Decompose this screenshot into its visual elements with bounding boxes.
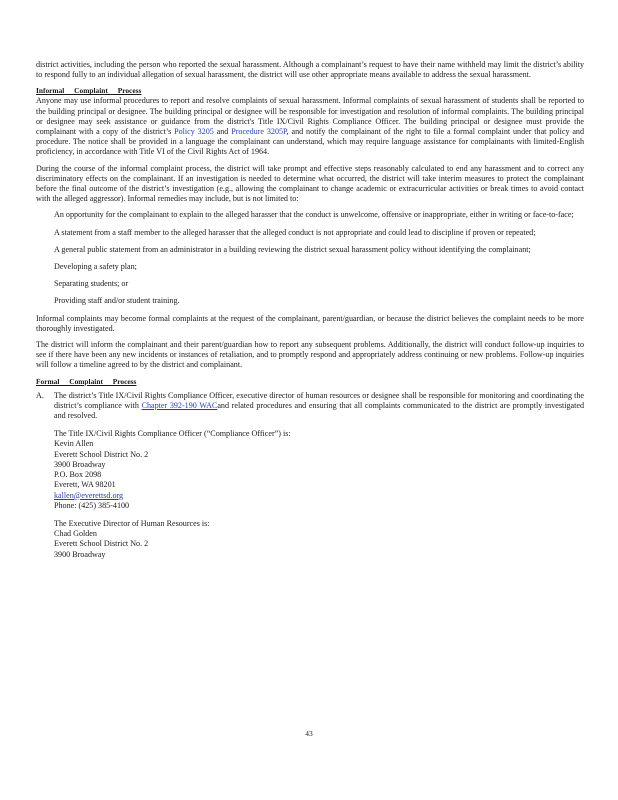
compliance-officer-intro: The Title IX/Civil Rights Compliance Officer (“Compliance Officer”) is: xyxy=(54,429,291,439)
chapter-392-190-wac-link[interactable]: Chapter 392-190 WAC xyxy=(141,400,218,410)
hr-director-street: 3900 Broadway xyxy=(54,549,106,559)
compliance-officer-contact xyxy=(54,429,584,559)
item-a-text-end: and related procedures and ensuring that all complaints communicated to the district are promptly investigated and resolved. xyxy=(54,400,585,421)
list-item-text: Developing a safety plan; xyxy=(54,262,137,272)
list-item xyxy=(36,228,584,238)
informal-complaint-heading: Informal Complaint Process xyxy=(36,86,142,96)
list-item xyxy=(36,210,584,220)
hr-director-intro: The Executive Director of Human Resources is: xyxy=(54,518,210,528)
list-item xyxy=(36,279,584,289)
hr-director-org: Everett School District No. 2 xyxy=(54,539,149,549)
compliance-officer-email-link[interactable]: kallen@everettsd.org xyxy=(54,490,124,500)
list-item-text: Providing staff and/or student training. xyxy=(54,296,180,306)
informal-paragraph-2: During the course of the informal complaint process, the district will take prompt and effective steps reasonably calculated to end any harassment and to correct any discriminatory effects on the complainant. If an investigation is needed to determine what occurred, the district will take interim measures to protect the complainant before the final outcome of the district’s investigation (e.g., allowing the complainant to change academic or extracurricular activities or break times to avoid contact with the alleged aggressor). Informal remedies may include, but is not limited to: xyxy=(36,163,584,204)
item-a-marker: A. xyxy=(36,390,44,400)
formal-item-a xyxy=(36,391,584,422)
list-item xyxy=(36,296,584,306)
compliance-officer-phone: Phone: (425) 385-4100 xyxy=(54,500,130,510)
informal-remedies-list xyxy=(36,210,584,306)
compliance-officer-street: 3900 Broadway xyxy=(54,459,106,469)
list-item-text: Separating students; or xyxy=(54,279,129,289)
intro-paragraph: district activities, including the person who reported the sexual harassment. Although a complainant’s request to have their name withheld may limit the district’s ability to respond fully to an individual allegation of sexual harassment, the district will use other appropriate means available to address the sexual harassment. xyxy=(36,60,584,80)
document-page xyxy=(36,60,584,560)
informal-paragraph-1-and: and xyxy=(216,127,229,137)
compliance-officer-name: Kevin Allen xyxy=(54,439,94,449)
item-a-text-start: The district’s Title IX/Civil Rights Compliance Officer, executive director of human resources or designee shall be responsible for monitoring and coordinating the district’s compliance with xyxy=(54,390,584,410)
page-number: 43 xyxy=(305,729,313,738)
compliance-officer-city: Everett, WA 98201 xyxy=(54,480,116,490)
list-item-text: A statement from a staff member to the alleged harasser that the alleged conduct is not appropriate and could lead to discipline if proven or repeated; xyxy=(54,227,536,237)
informal-paragraph-1-start: Anyone may use informal procedures to report and resolve complaints of sexual harassment. Informal complaints of sexual harassment of students shall be reported to the building principal or designee. The building principal or designee will be responsible for investigation and resolution of informal complaints. The building principal or designee may seek assistance or guidance from the district's Title IX/Civil Rights Compliance Officer. The building principal or designee must provide the complainant with a copy of the district’s xyxy=(36,96,584,137)
informal-paragraph-1-end: , and notify the complainant of the right to file a formal complaint under that policy and procedure. The notice shall be provided in a language the complainant can understand, which may require language assistance for complainants with limited-English proficiency, in accordance with Title VI of the Civil Rights Act of 1964. xyxy=(36,127,585,157)
procedure-3205p-link[interactable]: Procedure 3205P xyxy=(231,127,287,137)
informal-paragraph-3: Informal complaints may become formal complaints at the request of the complainant, parent/guardian, or because the district believes the complaint needs to be more thoroughly investigated. xyxy=(36,313,584,333)
informal-paragraph-1 xyxy=(36,96,584,157)
list-item-text: An opportunity for the complainant to explain to the alleged harasser that the conduct is unwelcome, offensive or inappropriate, either in writing or face-to-face; xyxy=(54,210,574,220)
list-item xyxy=(36,262,584,272)
compliance-officer-org: Everett School District No. 2 xyxy=(54,449,149,459)
informal-paragraph-4: The district will inform the complainant and their parent/guardian how to report any subsequent problems. Additionally, the district will conduct follow-up inquiries to see if there have been any new incidents or instances of retaliation, and to promptly respond and appropriately address continuing or new problems. Follow-up inquiries will follow a timeline agreed to by the district and complainant. xyxy=(36,340,584,370)
list-item-text: A general public statement from an administrator in a building reviewing the district sexual harassment policy without identifying the complainant; xyxy=(54,244,531,254)
list-item xyxy=(36,245,584,255)
policy-3205-link[interactable]: Policy 3205 xyxy=(174,127,214,137)
compliance-officer-po-box: P.O. Box 2098 xyxy=(54,470,102,480)
hr-director-name: Chad Golden xyxy=(54,529,97,539)
formal-complaint-heading: Formal Complaint Process xyxy=(36,376,137,386)
